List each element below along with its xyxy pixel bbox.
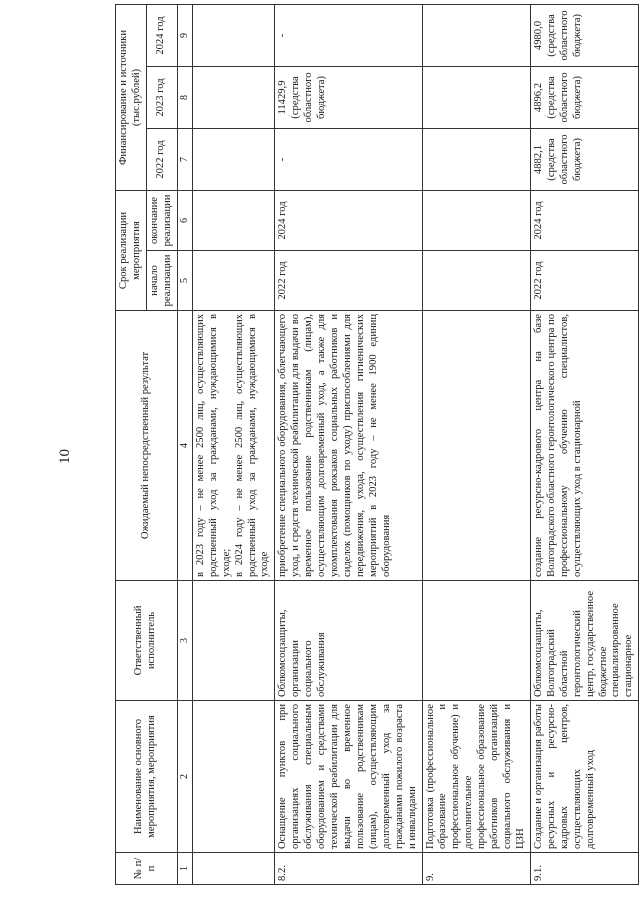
- row-fin-2023: 11429,9 (средства областного бюджета): [275, 67, 422, 129]
- row-name: Подготовка (профессиональное образование и профессиональное обучение) и дополнительное профессиональное образование работников организаций социального обслуживания и ЦЗН: [422, 701, 530, 853]
- row-fin-2022: 4882,1 (средства областного бюджета): [530, 129, 638, 191]
- header-num: № п/п: [116, 853, 178, 885]
- row-start: [192, 251, 275, 311]
- column-number: 1: [177, 853, 192, 885]
- table-row: [192, 5, 275, 885]
- column-number: 2: [177, 701, 192, 853]
- rotated-table-page: [115, 5, 635, 885]
- table-row: [530, 5, 638, 885]
- row-fin-2024: -: [275, 5, 422, 67]
- header-financing: Финансирование и источники (тыс.рублей): [116, 5, 147, 191]
- row-num: [192, 853, 275, 885]
- row-start: 2022 год: [275, 251, 422, 311]
- header-result: Ожидаемый непосредственный результат: [116, 311, 178, 581]
- row-fin-2023: [422, 67, 530, 129]
- row-num: 9.1.: [530, 853, 638, 885]
- column-number: 9: [177, 5, 192, 67]
- column-number-row: [177, 5, 192, 885]
- row-result: [422, 311, 530, 581]
- row-num: 9.: [422, 853, 530, 885]
- row-fin-2022: [422, 129, 530, 191]
- row-fin-2023: [192, 67, 275, 129]
- table-row: [275, 5, 422, 885]
- program-table: [115, 4, 639, 885]
- column-number: 4: [177, 311, 192, 581]
- row-name: Создание и организация работы ресурсных и ресурсно-кадровых центров, осуществляющих долговременный уход: [530, 701, 638, 853]
- row-fin-2022: -: [275, 129, 422, 191]
- row-fin-2022: [192, 129, 275, 191]
- column-number: 3: [177, 581, 192, 701]
- header-name: Наименование основного мероприятия, мероприятия: [116, 701, 178, 853]
- column-number: 6: [177, 191, 192, 251]
- row-end: [422, 191, 530, 251]
- page-number: 10: [57, 449, 73, 464]
- row-name: Оснащение пунктов при организациях социального обслуживания специальным оборудованием и средствами технической реабилитации для выдачи во временное пользование родственникам (лицам), осуществляющим долговременный уход за гражданами пожилого возраста и инвалидами: [275, 701, 422, 853]
- column-number: 7: [177, 129, 192, 191]
- row-fin-2024: [192, 5, 275, 67]
- header-term-start: начало реализации: [146, 251, 177, 311]
- row-executor: [192, 581, 275, 701]
- row-end: 2024 год: [275, 191, 422, 251]
- row-fin-2023: 4896,2 (средства областного бюджета): [530, 67, 638, 129]
- row-end: [192, 191, 275, 251]
- row-result: создание ресурсно-кадрового центра на базе Волгоградского областного геронтологического центра по профессиональному обучению специалистов, осуществляющих уход в стационарной: [530, 311, 638, 581]
- row-result: приобретение специального оборудования, облегчающего уход, и средств технической реабилитации для выдачи во временное пользование родственникам (лицам), осуществляющим долговременный уход, а также для укомплектования рюкзаков социальных работников и сиделок (помощников по уходу) приспособлениями для передвижения, ухода, осуществления гигиенических мероприятий в 2023 году – не менее 1900 единиц оборудования: [275, 311, 422, 581]
- header-2023: 2023 год: [146, 67, 177, 129]
- header-2024: 2024 год: [146, 5, 177, 67]
- row-fin-2024: 4980,0 (средства областного бюджета): [530, 5, 638, 67]
- column-number: 5: [177, 251, 192, 311]
- row-start: 2022 год: [530, 251, 638, 311]
- header-term: Срок реализации мероприятия: [116, 191, 147, 311]
- column-number: 8: [177, 67, 192, 129]
- row-executor: Облкомсоцзащиты, Волгоградский областной геронтологический центр, государственное бюджетное специализированное стационарное: [530, 581, 638, 701]
- row-num: 8.2.: [275, 853, 422, 885]
- row-result: в 2023 году – не менее 2500 лиц, осуществляющих родственный уход за гражданами, нуждающимися в уходе; в 2024 году – не менее 2500 лиц, осуществляющих родственный уход за гражданами, нуждающимися в уходе: [192, 311, 275, 581]
- header-term-end: окончание реализации: [146, 191, 177, 251]
- header-executor: Ответственный исполнитель: [116, 581, 178, 701]
- header-2022: 2022 год: [146, 129, 177, 191]
- row-executor: Облкомсоцзащиты, организации социального обслуживания: [275, 581, 422, 701]
- table-row: [422, 5, 530, 885]
- row-end: 2024 год: [530, 191, 638, 251]
- row-executor: [422, 581, 530, 701]
- row-name: [192, 701, 275, 853]
- row-start: [422, 251, 530, 311]
- row-fin-2024: [422, 5, 530, 67]
